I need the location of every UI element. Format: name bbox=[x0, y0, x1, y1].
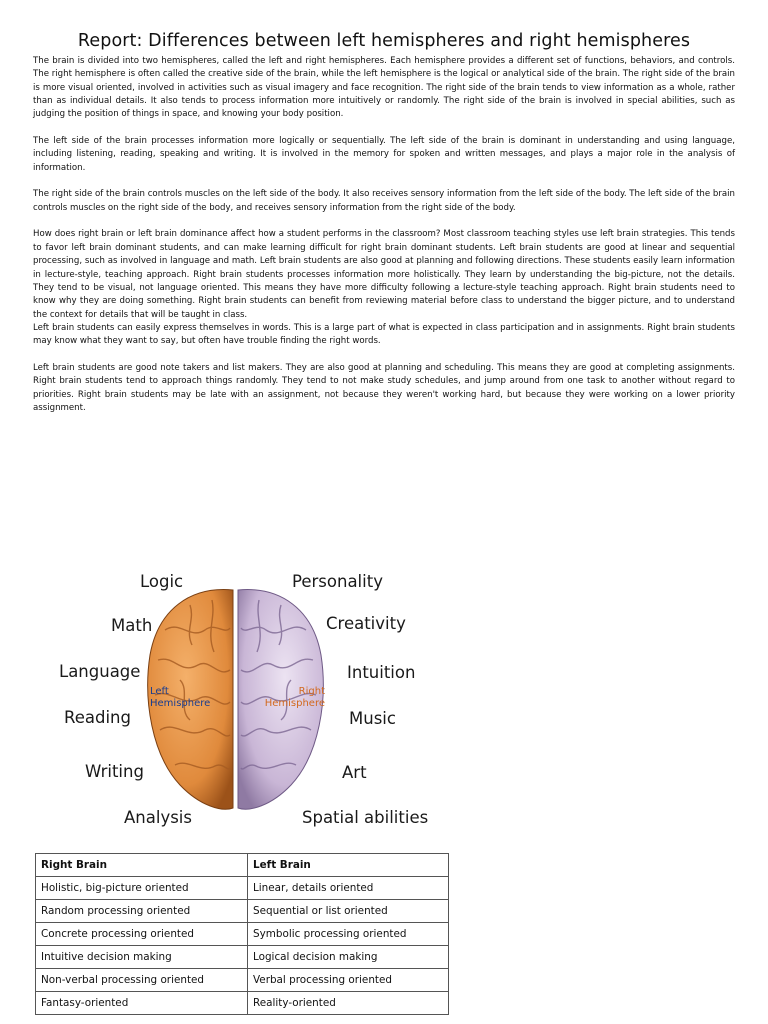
paragraph-expression: Left brain students can easily express themselves in words. This is a large part of what is expected in class participation and in assignments. Right brain students may know what they want to say, but often have trouble finding the right words. bbox=[33, 322, 735, 347]
label-creativity: Creativity bbox=[326, 614, 406, 633]
table-row bbox=[36, 969, 449, 992]
table-cell: Sequential or list oriented bbox=[248, 900, 449, 923]
table-cell: Intuitive decision making bbox=[36, 946, 248, 969]
label-music: Music bbox=[349, 709, 396, 728]
right-hemisphere-label: Right Hemisphere bbox=[264, 686, 325, 709]
label-logic: Logic bbox=[140, 572, 184, 591]
label-personality: Personality bbox=[292, 572, 383, 591]
label-intuition: Intuition bbox=[347, 663, 416, 682]
table-cell: Linear, details oriented bbox=[248, 877, 449, 900]
table-cell: Fantasy-oriented bbox=[36, 992, 248, 1015]
table-cell: Random processing oriented bbox=[36, 900, 248, 923]
label-analysis: Analysis bbox=[124, 808, 192, 827]
header-right-brain: Right Brain bbox=[36, 854, 248, 877]
label-spatial-abilities: Spatial abilities bbox=[302, 808, 429, 827]
paragraph-intro: The brain is divided into two hemispheres, called the left and right hemispheres. Each hemisphere provides a different set of functions, behaviors, and controls. The right hemisphere is often called the creative side of the brain, while the left hemisphere is the logical or analytical side of the brain. The right side of the brain is more visual oriented, involved in activities such as visual imagery and face recognition. The right side of the brain tends to view information as a whole, rather than as individual details. It also tends to process information more intuitively or randomly. The right side of the brain is involved in special abilities, such as judging the position of things in space, and knowing your body position. bbox=[33, 56, 735, 120]
table-cell: Non-verbal processing oriented bbox=[36, 969, 248, 992]
label-language: Language bbox=[59, 662, 141, 681]
table-cell: Verbal processing oriented bbox=[248, 969, 449, 992]
label-math: Math bbox=[111, 616, 153, 635]
paragraph-left-side: The left side of the brain processes information more logically or sequentially. The left side of the brain is dominant in understanding and using language, including listening, reading, speaking and writing. It is involved in the memory for spoken and written messages, and plays a major role in the analysis of information. bbox=[33, 136, 735, 173]
paragraph-muscle-control: The right side of the brain controls muscles on the left side of the body. It also receives sensory information from the left side of the body. The left side of the brain controls muscles on the right side of the body, and receives sensory information from the right side of the body. bbox=[33, 189, 735, 213]
paragraph-note-takers: Left brain students are good note takers and list makers. They are also good at planning and scheduling. This means they are good at completing assignments. Right brain students tend to approach things randomly. They tend to not make study schedules, and jump around from one task to another without regard to priorities. Right brain students may be late with an assignment, not because they weren't working hard, but because they were working on a lower priority assignment. bbox=[33, 362, 735, 413]
report-title: Report: Differences between left hemispheres and right hemispheres bbox=[77, 31, 691, 51]
table-cell: Symbolic processing oriented bbox=[248, 923, 449, 946]
brain-illustration bbox=[40, 560, 440, 840]
table-row bbox=[36, 946, 449, 969]
header-left-brain: Left Brain bbox=[248, 854, 449, 877]
report-body bbox=[33, 55, 735, 415]
brain-comparison-table bbox=[35, 853, 449, 1015]
table-cell: Concrete processing oriented bbox=[36, 923, 248, 946]
table-row bbox=[36, 992, 449, 1015]
table-row bbox=[36, 877, 449, 900]
left-hemisphere-label: Left Hemisphere bbox=[150, 686, 211, 709]
label-art: Art bbox=[342, 763, 367, 782]
table-cell: Holistic, big-picture oriented bbox=[36, 877, 248, 900]
table-header-row bbox=[36, 854, 449, 877]
table-cell: Reality-oriented bbox=[248, 992, 449, 1015]
label-writing: Writing bbox=[85, 762, 144, 781]
table-cell: Logical decision making bbox=[248, 946, 449, 969]
label-reading: Reading bbox=[64, 708, 131, 727]
brain-figure bbox=[40, 560, 440, 840]
table-row bbox=[36, 900, 449, 923]
table-row bbox=[36, 923, 449, 946]
paragraph-classroom: How does right brain or left brain dominance affect how a student performs in the classroom? Most classroom teaching styles use left brain strategies. This tends to favor left brain dominant students, and can make learning difficult for right brain dominant students. Left brain students are good at linear and sequential processing, such as involved in language and math. Left brain students are also good at planning and following directions. These students easily learn information in lecture-style, teaching approach. Right brain students processes information more holistically. They learn by understanding the big-picture, not the details. They tend to be visual, not language oriented. This means they have more difficulty following a lecture-style teaching approach. Right brain students need to know why they are doing something. Right brain students can benefit from reviewing material before class to understand the bigger picture, and to understand the context for details that will be taught in class. bbox=[33, 229, 735, 320]
